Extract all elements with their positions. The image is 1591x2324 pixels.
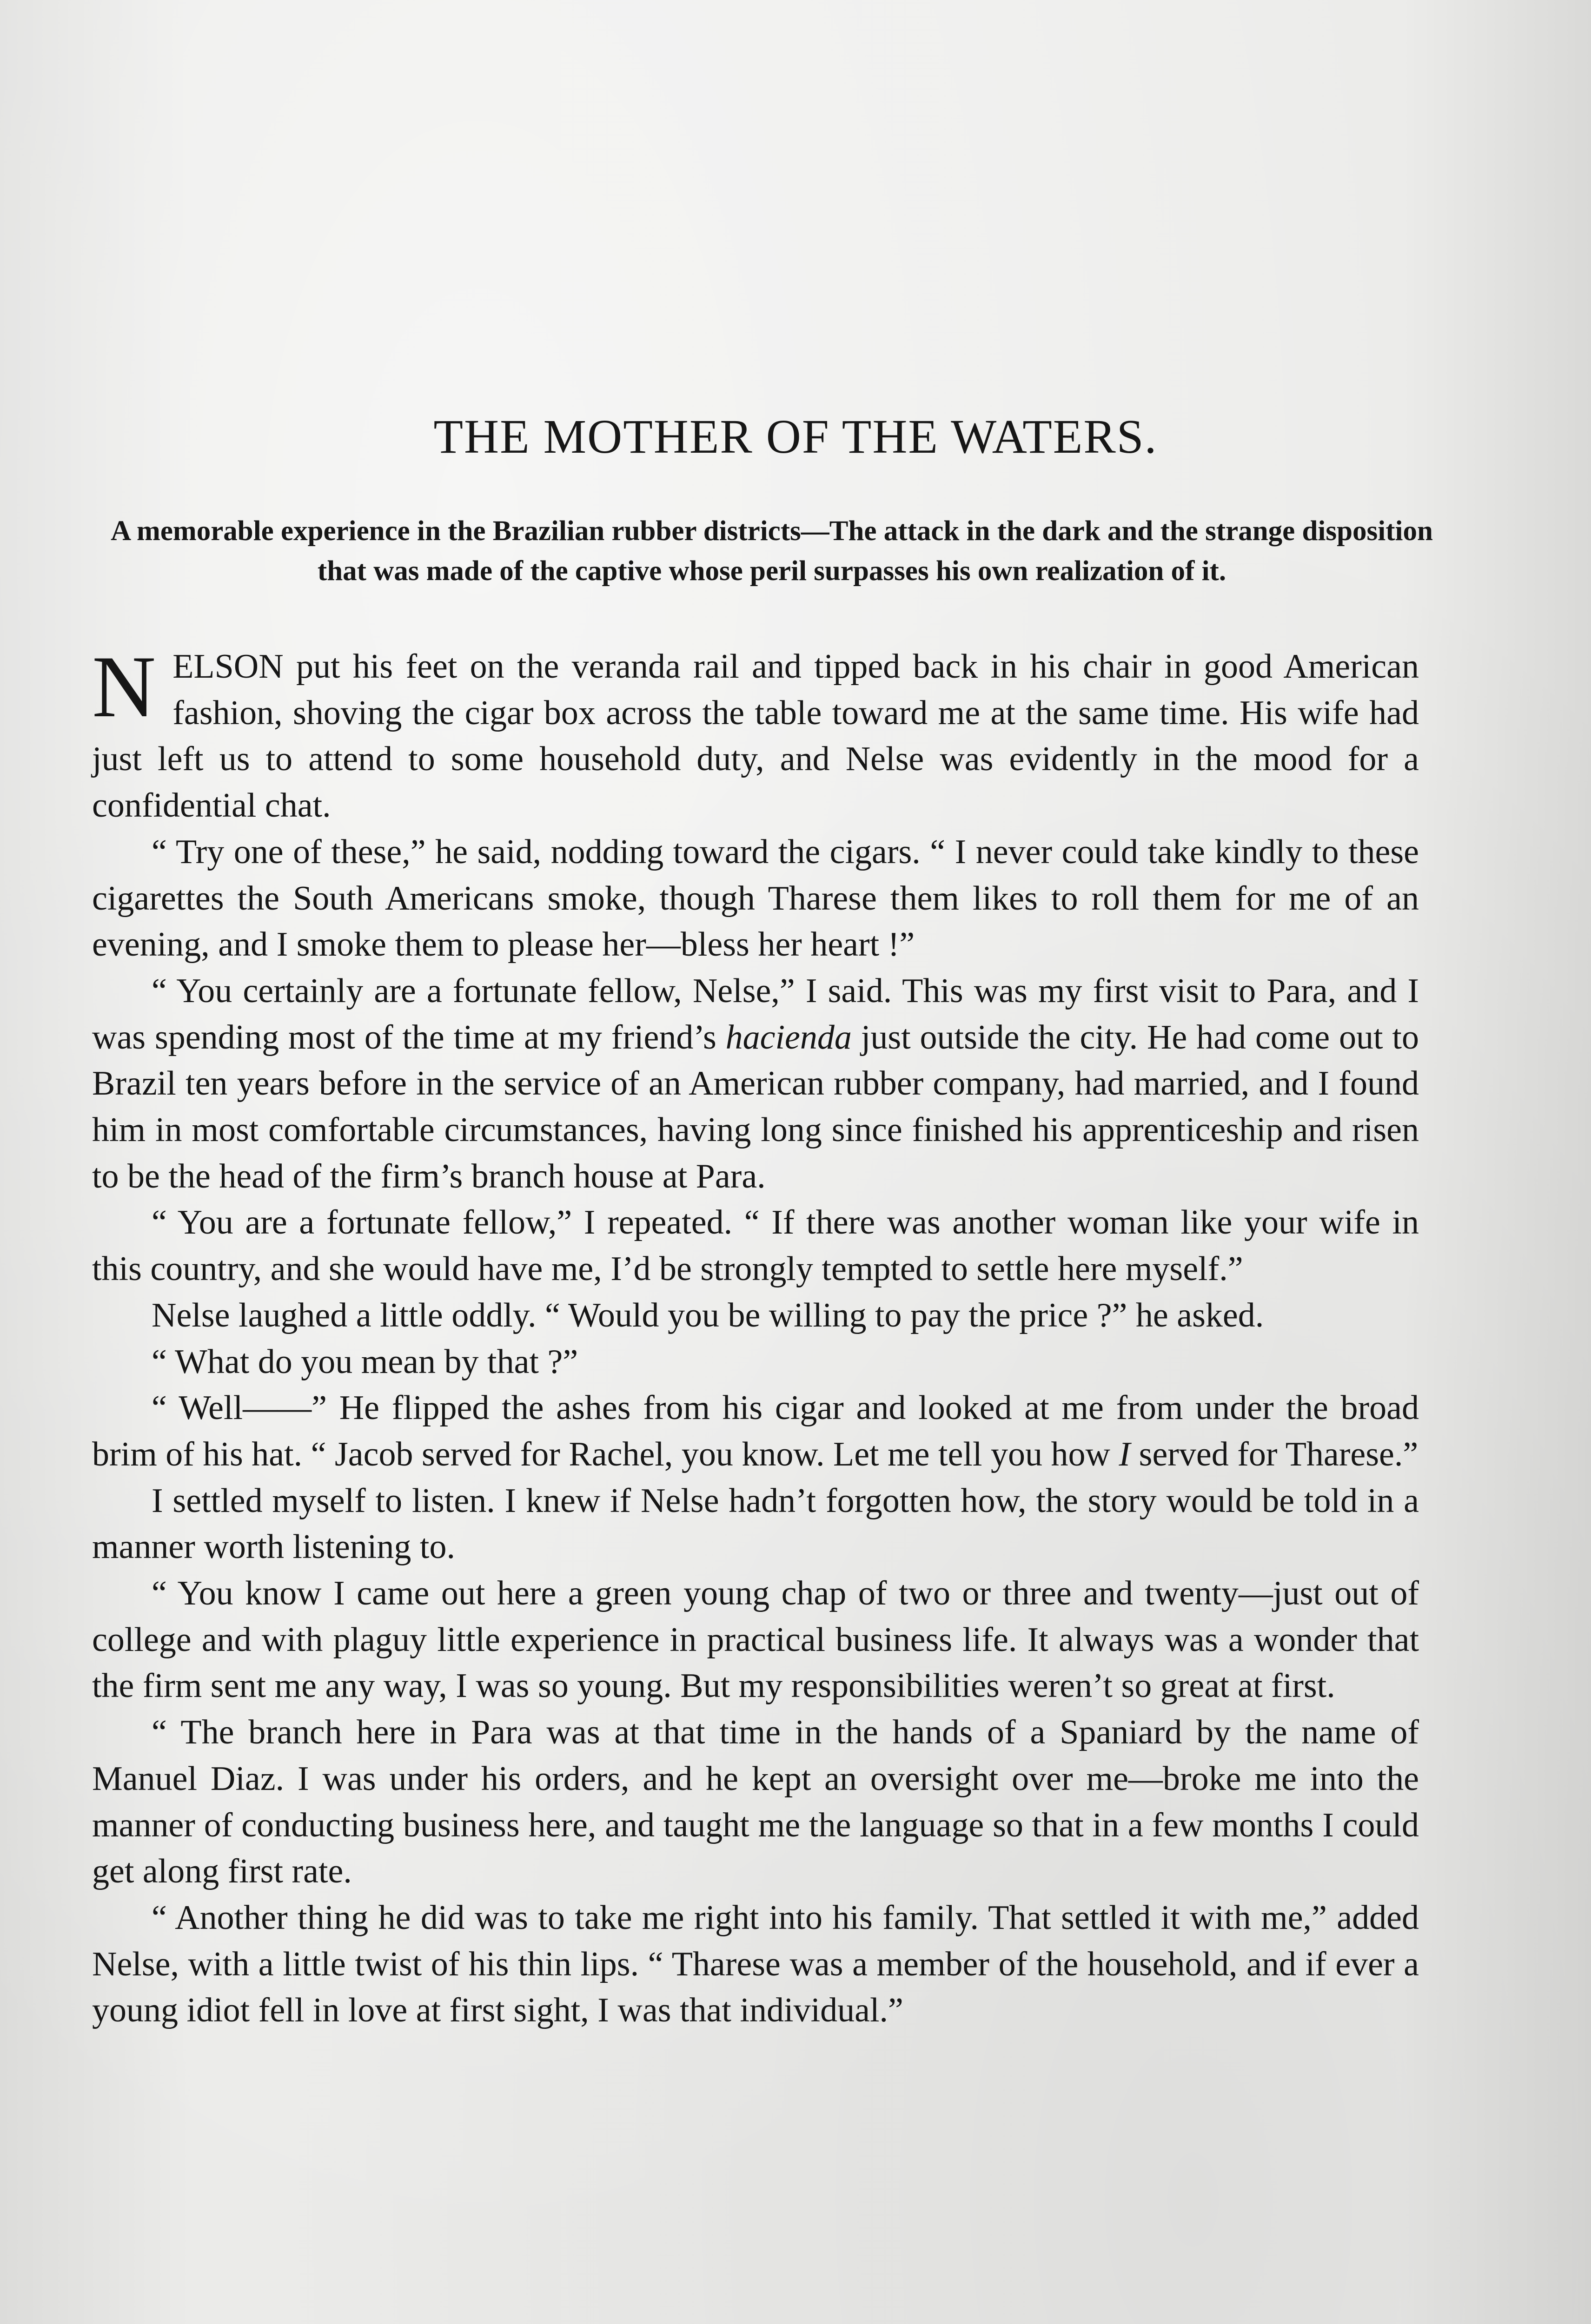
paragraph-3 <box>92 968 1419 1200</box>
paragraph-text: served for Tharese.” <box>1130 1435 1419 1473</box>
paragraph-7 <box>92 1385 1419 1478</box>
paragraph-4: “ You are a fortunate fellow,” I repeated. “ If there was another woman like your wife in this country, and she would have me, I’d be strongly tempted to settle here myself.” <box>92 1203 1419 1288</box>
paragraph-6: “ What do you mean by that ?” <box>152 1342 578 1381</box>
italic-word: I <box>1119 1435 1131 1473</box>
article-title: THE MOTHER OF THE WATERS. <box>433 410 1158 463</box>
paragraph-1 <box>92 638 1419 829</box>
italic-word: hacienda <box>725 1018 852 1056</box>
paragraph-text: ELSON put his feet on the veranda rail and tipped back in his chair in good American fashion, shoving the cigar box across the table toward me at the same time. His wife had just left us to attend to some household duty, and Nelse was evidently in the mood for a confidential chat. <box>92 647 1419 825</box>
drop-cap: N <box>92 638 156 736</box>
paragraph-9: “ You know I came out here a green young chap of two or three and twenty—just out of college and with plaguy little experience in practical business life. It always was a wonder that the firm sent me any way, I was so young. But my responsibilities weren’t so great at first. <box>92 1574 1419 1705</box>
paragraph-text: just outside the city. He had come out to Brazil ten years before in the service of an American rubber company, had married, and I found him in most comfortable circumstances, having long since finished his apprenticeship and risen to be the head of the firm’s branch house at Para. <box>92 1018 1419 1195</box>
paragraph-10: “ The branch here in Para was at that time in the hands of a Spaniard by the name of Manuel Diaz. I was under his orders, and he kept an oversight over me—broke me into the manner of conducting business here, and taught me the language so that in a few months I could get along first rate. <box>92 1713 1419 1891</box>
paragraph-text: “ Well——” He flipped the ashes from his cigar and looked at me from under the broad brim of his hat. “ Jacob served for Rachel, you know. Let me tell you how <box>92 1389 1419 1473</box>
paragraph-5: Nelse laughed a little oddly. “ Would you be willing to pay the price ?” he asked. <box>152 1296 1264 1334</box>
paragraph-8: I settled myself to listen. I knew if Nelse hadn’t forgotten how, the story would be told in a manner worth listening to. <box>92 1481 1419 1566</box>
paragraph-text: “ You certainly are a fortunate fellow, Nelse,” I said. This was my first visit to Para, and I was spending most of the time at my friend’s <box>92 971 1419 1056</box>
article-subtitle: A memorable experience in the Brazilian rubber districts—The attack in the dark and the strange disposition that was made of the captive whose peril surpasses his own realization of it. <box>111 515 1433 587</box>
paragraph-11: “ Another thing he did was to take me right into his family. That settled it with me,” added Nelse, with a little twist of his thin lips. “ Tharese was a member of the household, and if ever a young idiot fell in love at first sight, I was that individual.” <box>92 1898 1419 2030</box>
paragraph-2: “ Try one of these,” he said, nodding toward the cigars. “ I never could take kindly to these cigarettes the South Americans smoke, though Tharese them likes to roll them for me of an evening, and I smoke them to please her—bless her heart !” <box>92 832 1419 964</box>
article-body <box>92 638 1419 2034</box>
